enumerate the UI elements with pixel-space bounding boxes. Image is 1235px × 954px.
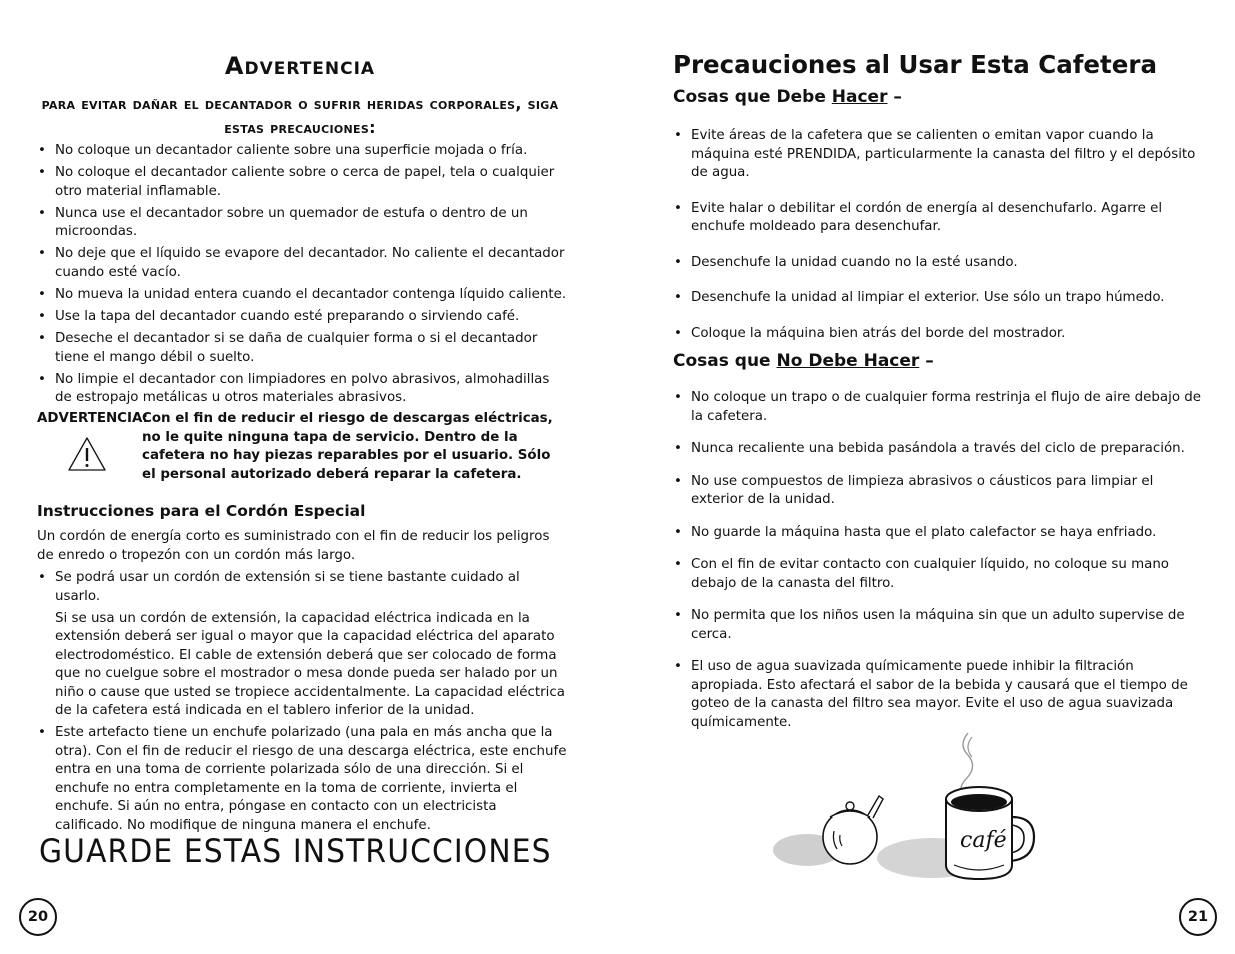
list-item: • No limpie el decantador con limpiadores en polvo abrasivos, almohadillas de estropajo metálicas u otros materiales abrasivos.: [37, 371, 567, 408]
save-instructions-title: GUARDE ESTAS INSTRUCCIONES: [39, 832, 552, 870]
page-number-right: 21: [1179, 898, 1217, 936]
sugar-bowl-icon: [823, 796, 883, 864]
list-item-detail: Si se usa un cordón de extensión, la capacidad eléctrica indicada en la extensión deberá ser igual o mayor que la capacidad eléctrica del aparato electrodoméstico. El cable de extensión deberá que ser colocado de forma que no cuelgue sobre el mostrador o mesa donde pueda ser halado por un niño o cause que usted se tropiece accidentalmente. La capacidad eléctrica de la cafetera está indicada en el tablero inferior de la unidad.: [55, 610, 565, 719]
list-item: • No coloque un decantador caliente sobre una superficie mojada o fría.: [37, 142, 567, 161]
dont-heading-underlined: No Debe Hacer: [776, 351, 920, 371]
list-item: • No use compuestos de limpieza abrasivos o cáusticos para limpiar el exterior de la unidad.: [673, 473, 1203, 510]
list-item: • Desenchufe la unidad al limpiar el exterior. Use sólo un trapo húmedo.: [673, 289, 1203, 308]
do-list: [673, 127, 1203, 360]
do-heading-suffix: –: [887, 87, 902, 107]
list-item: • Desenchufe la unidad cuando no la esté usando.: [673, 254, 1203, 273]
do-heading-underlined: Hacer: [831, 87, 888, 107]
list-item: • Use la tapa del decantador cuando esté preparando o sirviendo café.: [37, 308, 567, 327]
list-item: • Coloque la máquina bien atrás del borde del mostrador.: [673, 325, 1203, 344]
cord-instructions-paragraph: Un cordón de energía corto es suministrado con el fin de reducir los peligros de enredo o tropezón con un cordón más largo.: [37, 529, 550, 563]
precautions-title: Precauciones al Usar Esta Cafetera: [673, 50, 1157, 79]
page-number-left: 20: [19, 898, 57, 936]
right-page: [617, 0, 1235, 954]
do-heading-prefix: Cosas que Debe: [673, 87, 832, 107]
dont-list: [673, 389, 1203, 746]
warning-subtitle: para evitar dañar el decantador o sufrir heridas corporales, siga estas precauciones:: [41, 94, 559, 137]
list-item: • Evite halar o debilitar el cordón de energía al desenchufarlo. Agarre el enchufe moldeado para desenchufar.: [673, 200, 1203, 237]
dont-heading-prefix: Cosas que: [673, 351, 777, 371]
list-item: • Con el fin de evitar contacto con cualquier líquido, no coloque su mano debajo de la canasta del filtro.: [673, 556, 1203, 593]
cord-instructions-list: [37, 569, 567, 839]
list-item: • Deseche el decantador si se daña de cualquier forma o si el decantador tiene el mango débil o suelto.: [37, 330, 567, 367]
list-item: • No permita que los niños usen la máquina sin que un adulto supervise de cerca.: [673, 607, 1203, 644]
decanter-precautions-list: [37, 142, 567, 411]
cord-instructions-heading: Instrucciones para el Cordón Especial: [37, 502, 366, 520]
electric-warning-label: ADVERTENCIA:: [37, 411, 148, 426]
list-item: • No mueva la unidad entera cuando el decantador contenga líquido caliente.: [37, 286, 567, 305]
sugar-bowl-and-coffee-mug-illustration: [772, 725, 1042, 885]
list-item: • El uso de agua suavizada químicamente puede inhibir la filtración apropiada. Esto afectará el sabor de la bebida y causará que el tiempo de goteo de la canasta del filtro sea mayor. Evite el uso de agua suavizada químicamente.: [673, 658, 1203, 732]
list-item: • Evite áreas de la cafetera que se calienten o emitan vapor cuando la máquina esté PRENDIDA, particularmente la canasta del filtro y el depósito de agua.: [673, 127, 1203, 183]
warning-triangle-icon: [67, 436, 107, 472]
left-page: [0, 0, 617, 954]
warning-title: Advertencia: [224, 52, 376, 80]
list-item: • No coloque un trapo o de cualquier forma restrinja el flujo de aire debajo de la cafetera.: [673, 389, 1203, 426]
dont-heading: [673, 351, 934, 371]
list-item: • Nunca recaliente una bebida pasándola a través del ciclo de preparación.: [673, 440, 1203, 459]
list-item: • No coloque el decantador caliente sobre o cerca de papel, tela o cualquier otro material inflamable.: [37, 164, 567, 201]
dont-heading-suffix: –: [919, 351, 934, 371]
mug-label: café: [960, 828, 1007, 853]
list-item: • Nunca use el decantador sobre un quemador de estufa o dentro de un microondas.: [37, 205, 567, 242]
list-item: • Este artefacto tiene un enchufe polarizado (una pala en más ancha que la otra). Con el fin de reducir el riesgo de una descarga eléctrica, este enchufe entra en una toma de corriente polarizada sólo de una dirección. Si el enchufe no entra completamente en la toma de corriente, invierta el enchufe. Si aún no entra, póngase en contacto con un electricista calificado. No modifique de ninguna manera el enchufe.: [37, 724, 567, 835]
list-item: • Se podrá usar un cordón de extensión si se tiene bastante cuidado al usarlo.: [37, 569, 567, 606]
list-item: • No guarde la máquina hasta que el plato calefactor se haya enfriado.: [673, 524, 1203, 543]
list-item: • No deje que el líquido se evapore del decantador. No caliente el decantador cuando esté vacío.: [37, 245, 567, 282]
electric-warning-text: Con el fin de reducir el riesgo de descargas eléctricas, no le quite ninguna tapa de servicio. Dentro de la cafetera no hay piezas reparables por el usuario. Sólo el personal autorizado deberá reparar la cafetera.: [142, 411, 553, 482]
do-heading: [673, 87, 902, 107]
